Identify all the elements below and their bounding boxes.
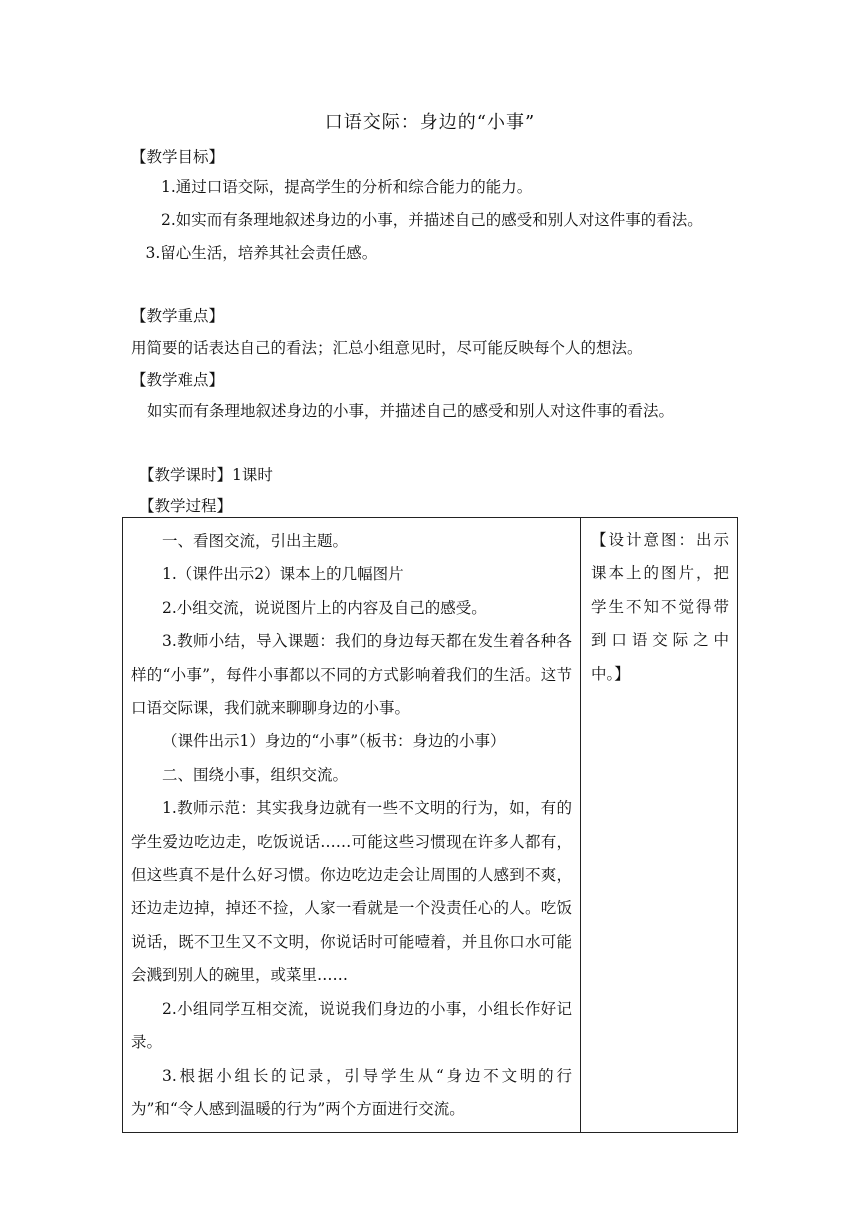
- process-paragraph: 3.根据小组长的记录，引导学生从“身边不文明的行为”和“令人感到温暖的行为”两个方面进行交流。: [131, 1066, 572, 1118]
- design-note: 【设计意图：出示课本上的图片，把学生不知不觉得带到口语交际之中中。】: [591, 531, 729, 683]
- goal-item: 1.通过口语交际，提高学生的分析和综合能力的能力。: [161, 178, 533, 196]
- process-table: [122, 517, 738, 1133]
- process-paragraph: 1.教师示范：其实我身边就有一些不文明的行为，如，有的学生爱边吃边走，吃饭说话……可能这些习惯现在许多人都有，但这些真不是什么好习惯。你边吃边走会让周围的人感到不爽，还边走边掉，掉还不捡，人家一看就是一个没责任心的人。吃饭说话，既不卫生又不文明，你说话时可能噎着，并且你口水可能会溅到别人的碗里，或菜里……: [131, 799, 572, 985]
- hours-heading: 【教学课时】: [139, 466, 233, 484]
- process-paragraph: 2.小组同学互相交流，说说我们身边的小事，小组长作好记录。: [131, 999, 572, 1052]
- hours-value: 1课时: [232, 466, 273, 484]
- difficulty-heading: 【教学难点】: [131, 371, 225, 389]
- design-note-cell: [581, 518, 738, 1133]
- process-heading: 【教学过程】: [139, 497, 233, 515]
- goals-list: [130, 171, 750, 270]
- process-content-cell: [123, 518, 581, 1133]
- process-paragraph: 3.教师小结，导入课题：我们的身边每天都在发生着各种各样的“小事”，每件小事都以不同的方式影响着我们的生活。这节口语交际课，我们就来聊聊身边的小事。: [131, 632, 572, 718]
- difficulty-text: 如实而有条理地叙述身边的小事，并描述自己的感受和别人对这件事的看法。: [147, 402, 675, 420]
- document-title: 口语交际：身边的“小事”: [324, 112, 536, 133]
- process-paragraph: 1.（课件出示2）课本上的几幅图片: [162, 565, 404, 584]
- process-paragraph: 二、围绕小事，组织交流。: [162, 765, 349, 784]
- process-paragraph: 2.小组交流，说说图片上的内容及自己的感受。: [162, 598, 487, 617]
- process-row: [123, 518, 738, 1133]
- goal-item: 2.如实而有条理地叙述身边的小事，并描述自己的感受和别人对这件事的看法。: [161, 211, 703, 229]
- focus-text: 用简要的话表达自己的看法；汇总小组意见时，尽可能反映每个人的想法。: [131, 339, 643, 357]
- process-paragraph: （课件出示1）身边的“小事”（板书：身边的小事）: [162, 732, 506, 751]
- goal-item: 3.留心生活，培养其社会责任感。: [145, 244, 378, 262]
- focus-heading: 【教学重点】: [131, 307, 225, 325]
- process-paragraph: 一、看图交流，引出主题。: [162, 532, 349, 550]
- hours-line: [139, 464, 273, 486]
- goals-heading: 【教学目标】: [131, 148, 225, 166]
